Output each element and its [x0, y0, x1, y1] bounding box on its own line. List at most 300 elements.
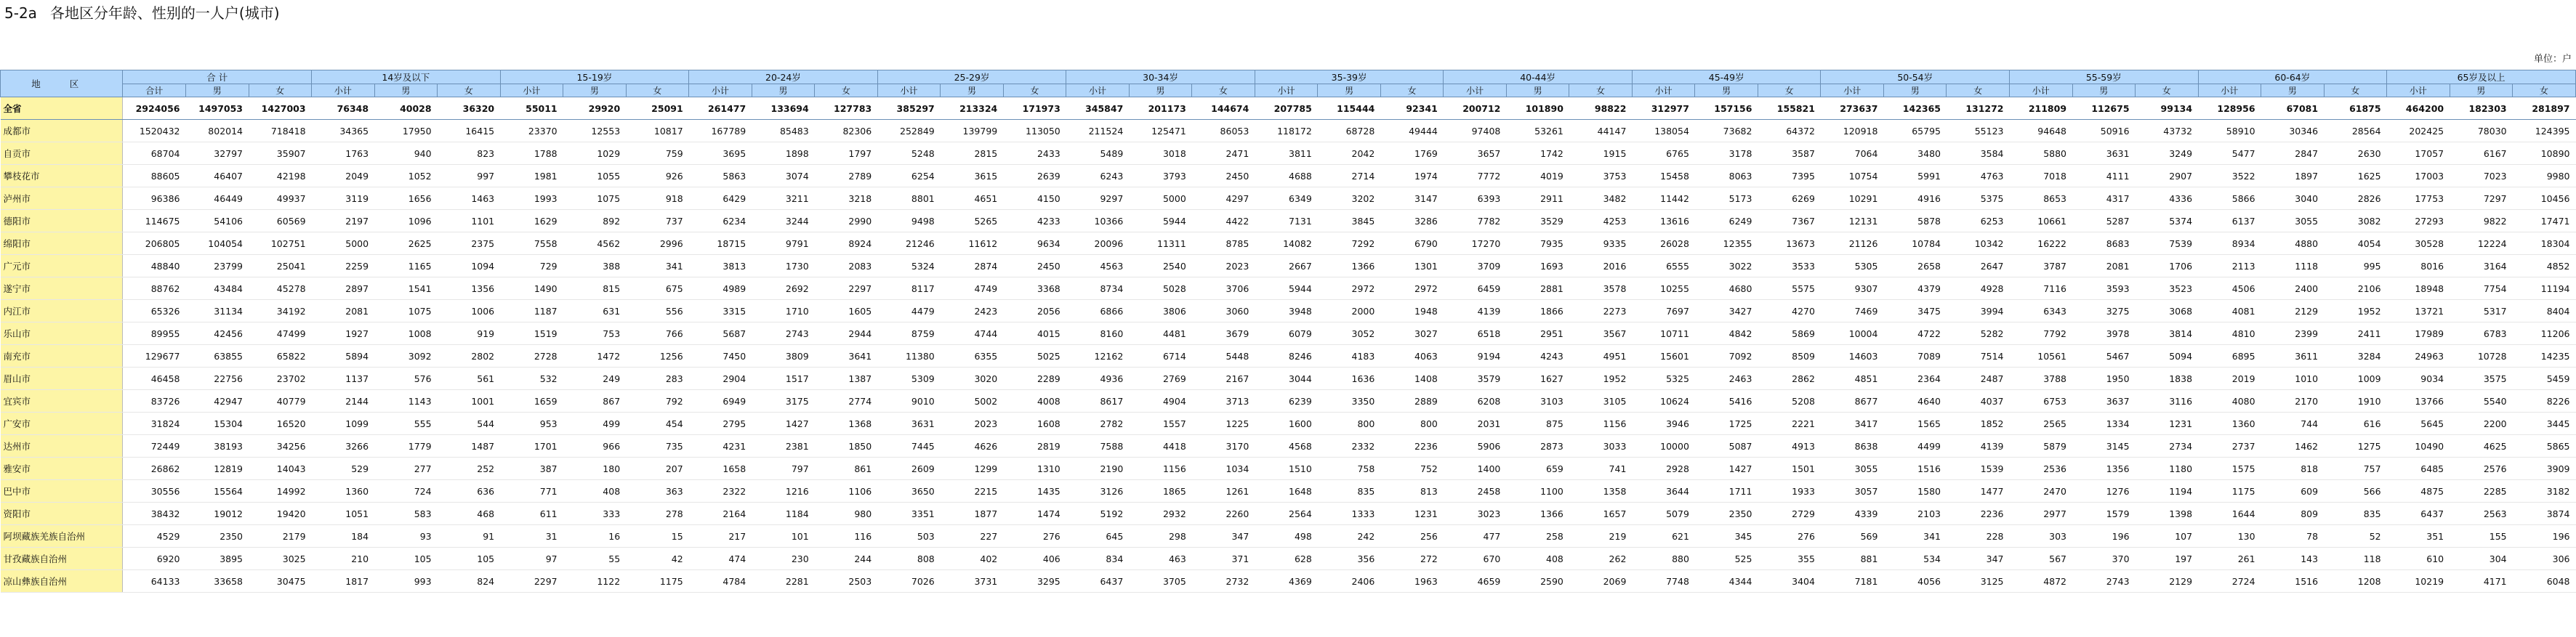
value-cell: 30528	[2387, 232, 2450, 255]
value-cell: 1693	[1506, 255, 1569, 277]
value-cell: 8226	[2513, 390, 2576, 413]
value-cell: 1516	[2261, 570, 2325, 593]
value-cell: 6949	[689, 390, 752, 413]
value-cell: 17950	[374, 120, 438, 142]
value-cell: 2470	[2010, 480, 2073, 503]
value-cell: 2423	[941, 300, 1004, 322]
value-cell: 272	[1380, 548, 1444, 570]
value-cell: 2350	[186, 525, 249, 548]
value-cell: 34365	[312, 120, 375, 142]
value-cell: 4851	[1821, 368, 1884, 390]
value-cell: 16	[563, 525, 627, 548]
value-cell: 7514	[1947, 345, 2010, 368]
value-cell: 4422	[1192, 210, 1255, 232]
value-cell: 3164	[2450, 255, 2513, 277]
value-cell: 4479	[877, 300, 941, 322]
value-cell: 230	[752, 548, 815, 570]
value-cell: 3657	[1444, 142, 1507, 165]
value-cell: 724	[374, 480, 438, 503]
value-cell: 120918	[1821, 120, 1884, 142]
value-cell: 758	[1318, 458, 1381, 480]
value-cell: 4680	[1695, 277, 1758, 300]
value-cell: 252849	[877, 120, 941, 142]
value-cell: 1501	[1758, 458, 1821, 480]
value-cell: 5374	[2136, 210, 2199, 232]
value-cell: 4339	[1821, 503, 1884, 525]
value-cell: 1541	[374, 277, 438, 300]
value-cell: 800	[1318, 413, 1381, 435]
value-cell: 9034	[2387, 368, 2450, 390]
value-cell: 210	[312, 548, 375, 570]
value-cell: 3244	[752, 210, 815, 232]
value-cell: 112675	[2072, 97, 2136, 120]
value-cell: 6783	[2450, 322, 2513, 345]
value-cell: 1725	[1695, 413, 1758, 435]
value-cell: 631	[563, 300, 627, 322]
value-cell: 351	[2387, 525, 2450, 548]
value-cell: 2565	[2010, 413, 2073, 435]
region-name-cell: 广安市	[1, 413, 123, 435]
value-cell: 1301	[1380, 255, 1444, 277]
value-cell: 26862	[123, 458, 186, 480]
value-cell: 2564	[1255, 503, 1318, 525]
value-cell: 22756	[186, 368, 249, 390]
sub-column-header: 小计	[2198, 84, 2261, 97]
value-cell: 88605	[123, 165, 186, 187]
value-cell: 2932	[1129, 503, 1192, 525]
sub-column-header: 小计	[312, 84, 375, 97]
table-row	[1, 480, 2576, 503]
value-cell: 2083	[815, 255, 878, 277]
value-cell: 64372	[1758, 120, 1821, 142]
value-cell: 1427	[1695, 458, 1758, 480]
value-cell: 9297	[1066, 187, 1130, 210]
value-cell: 2471	[1192, 142, 1255, 165]
value-cell: 2069	[1569, 570, 1633, 593]
value-cell: 2503	[815, 570, 878, 593]
value-cell: 1948	[1380, 300, 1444, 322]
region-name-cell: 德阳市	[1, 210, 123, 232]
sub-column-header: 男	[752, 84, 815, 97]
value-cell: 7092	[1695, 345, 1758, 368]
sub-column-header: 小计	[689, 84, 752, 97]
value-cell: 498	[1255, 525, 1318, 548]
value-cell: 1008	[374, 322, 438, 345]
value-cell: 258	[1506, 525, 1569, 548]
value-cell: 2019	[2198, 368, 2261, 390]
value-cell: 345847	[1066, 97, 1130, 120]
sub-column-header: 女	[2513, 84, 2576, 97]
value-cell: 10004	[1821, 322, 1884, 345]
value-cell: 11206	[2513, 322, 2576, 345]
value-cell: 2724	[2198, 570, 2261, 593]
value-cell: 576	[374, 368, 438, 390]
value-cell: 26028	[1632, 232, 1695, 255]
value-cell: 1435	[1003, 480, 1066, 503]
value-cell: 89955	[123, 322, 186, 345]
value-cell: 1579	[2072, 503, 2136, 525]
value-cell: 2728	[500, 345, 563, 368]
value-cell: 8759	[877, 322, 941, 345]
value-cell: 2873	[1506, 435, 1569, 458]
value-cell: 4562	[563, 232, 627, 255]
value-cell: 2167	[1192, 368, 1255, 390]
value-cell: 1657	[1569, 503, 1633, 525]
value-cell: 6714	[1129, 345, 1192, 368]
value-cell: 8677	[1821, 390, 1884, 413]
value-cell: 4563	[1066, 255, 1130, 277]
value-cell: 40779	[249, 390, 312, 413]
age-group-header: 合 计	[123, 70, 312, 84]
value-cell: 6437	[2387, 503, 2450, 525]
value-cell: 2106	[2324, 277, 2387, 300]
value-cell: 2406	[1318, 570, 1381, 593]
value-cell: 347	[1192, 525, 1255, 548]
value-cell: 3713	[1192, 390, 1255, 413]
sub-column-header: 合计	[123, 84, 186, 97]
value-cell: 1608	[1003, 413, 1066, 435]
value-cell: 5305	[1821, 255, 1884, 277]
table-title: 各地区分年龄、性别的一人户(城市)	[49, 4, 280, 22]
value-cell: 180	[563, 458, 627, 480]
value-cell: 1225	[1192, 413, 1255, 435]
value-cell: 3040	[2261, 187, 2325, 210]
value-cell: 68704	[123, 142, 186, 165]
value-cell: 4270	[1758, 300, 1821, 322]
value-cell: 6343	[2010, 300, 2073, 322]
value-cell: 6079	[1255, 322, 1318, 345]
value-cell: 35907	[249, 142, 312, 165]
value-cell: 2904	[689, 368, 752, 390]
value-cell: 13616	[1632, 210, 1695, 232]
value-cell: 1950	[2072, 368, 2136, 390]
value-cell: 3445	[2513, 413, 2576, 435]
value-cell: 2590	[1506, 570, 1569, 593]
value-cell: 6243	[1066, 165, 1130, 187]
value-cell: 4054	[2324, 232, 2387, 255]
sub-column-header: 女	[1192, 84, 1255, 97]
value-cell: 91	[438, 525, 501, 548]
page-title	[4, 4, 280, 22]
value-cell: 1231	[1380, 503, 1444, 525]
value-cell: 42456	[186, 322, 249, 345]
value-cell: 2609	[877, 458, 941, 480]
value-cell: 7116	[2010, 277, 2073, 300]
value-cell: 555	[374, 413, 438, 435]
value-cell: 1216	[752, 480, 815, 503]
value-cell: 8924	[815, 232, 878, 255]
value-cell: 1356	[2072, 458, 2136, 480]
value-cell: 4063	[1380, 345, 1444, 368]
value-cell: 566	[2324, 480, 2387, 503]
value-cell: 4625	[2450, 435, 2513, 458]
age-group-header: 65岁及以上	[2387, 70, 2576, 84]
value-cell: 5173	[1695, 187, 1758, 210]
value-cell: 3175	[752, 390, 815, 413]
value-cell: 5028	[1129, 277, 1192, 300]
value-cell: 3480	[1883, 142, 1947, 165]
value-cell: 2297	[500, 570, 563, 593]
value-cell: 3218	[815, 187, 878, 210]
value-cell: 2450	[1003, 255, 1066, 277]
value-cell: 5265	[941, 210, 1004, 232]
value-cell: 4640	[1883, 390, 1947, 413]
value-cell: 1981	[500, 165, 563, 187]
value-cell: 2170	[2261, 390, 2325, 413]
value-cell: 2734	[2136, 435, 2199, 458]
value-cell: 17471	[2513, 210, 2576, 232]
value-cell: 4418	[1129, 435, 1192, 458]
value-cell: 99134	[2136, 97, 2199, 120]
value-cell: 5375	[1947, 187, 2010, 210]
sub-column-header: 女	[1947, 84, 2010, 97]
table-row	[1, 322, 2576, 345]
value-cell: 621	[1632, 525, 1695, 548]
value-cell: 4744	[941, 322, 1004, 345]
sub-column-header: 女	[1380, 84, 1444, 97]
value-cell: 2450	[1192, 165, 1255, 187]
value-cell: 3202	[1318, 187, 1381, 210]
value-cell: 800	[1380, 413, 1444, 435]
value-cell: 1763	[312, 142, 375, 165]
value-cell: 46407	[186, 165, 249, 187]
value-cell: 1006	[438, 300, 501, 322]
value-cell: 6167	[2450, 142, 2513, 165]
value-cell: 3814	[2136, 322, 2199, 345]
value-cell: 2889	[1380, 390, 1444, 413]
value-cell: 73682	[1695, 120, 1758, 142]
value-cell: 609	[2261, 480, 2325, 503]
value-cell: 8638	[1821, 435, 1884, 458]
table-row	[1, 255, 2576, 277]
value-cell: 6866	[1066, 300, 1130, 322]
value-cell: 6518	[1444, 322, 1507, 345]
value-cell: 4231	[689, 435, 752, 458]
value-cell: 83726	[123, 390, 186, 413]
value-cell: 753	[563, 322, 627, 345]
value-cell: 7023	[2450, 165, 2513, 187]
value-cell: 15	[626, 525, 689, 548]
value-cell: 276	[1758, 525, 1821, 548]
value-cell: 8653	[2010, 187, 2073, 210]
value-cell: 4529	[123, 525, 186, 548]
value-cell: 4936	[1066, 368, 1130, 390]
table-row	[1, 277, 2576, 300]
value-cell: 52	[2324, 525, 2387, 548]
value-cell: 3631	[2072, 142, 2136, 165]
value-cell: 2236	[1380, 435, 1444, 458]
value-cell: 718418	[249, 120, 312, 142]
value-cell: 5317	[2450, 300, 2513, 322]
value-cell: 4568	[1255, 435, 1318, 458]
value-cell: 3023	[1444, 503, 1507, 525]
value-cell: 2907	[2136, 165, 2199, 187]
sub-column-header: 男	[941, 84, 1004, 97]
value-cell: 7558	[500, 232, 563, 255]
value-cell: 4688	[1255, 165, 1318, 187]
value-cell: 8617	[1066, 390, 1130, 413]
value-cell: 1118	[2261, 255, 2325, 277]
value-cell: 1156	[1129, 458, 1192, 480]
value-cell: 92341	[1380, 97, 1444, 120]
value-cell: 4659	[1444, 570, 1507, 593]
value-cell: 1644	[2198, 503, 2261, 525]
value-cell: 197	[2136, 548, 2199, 570]
value-cell: 242	[1318, 525, 1381, 548]
value-cell: 217	[689, 525, 752, 548]
value-cell: 276	[1003, 525, 1066, 548]
value-cell: 4171	[2450, 570, 2513, 593]
value-cell: 34192	[249, 300, 312, 322]
value-cell: 2458	[1444, 480, 1507, 503]
value-cell: 3103	[1506, 390, 1569, 413]
value-cell: 14082	[1255, 232, 1318, 255]
value-cell: 7469	[1821, 300, 1884, 322]
value-cell: 5025	[1003, 345, 1066, 368]
sub-column-header: 男	[2450, 84, 2513, 97]
value-cell: 61875	[2324, 97, 2387, 120]
sub-column-header: 男	[186, 84, 249, 97]
value-cell: 2928	[1632, 458, 1695, 480]
value-cell: 93	[374, 525, 438, 548]
value-cell: 256	[1380, 525, 1444, 548]
value-cell: 525	[1695, 548, 1758, 570]
value-cell: 8117	[877, 277, 941, 300]
value-cell: 1310	[1003, 458, 1066, 480]
value-cell: 3806	[1129, 300, 1192, 322]
value-cell: 1010	[2261, 368, 2325, 390]
value-cell: 3731	[941, 570, 1004, 593]
value-cell: 13673	[1758, 232, 1821, 255]
value-cell: 7181	[1821, 570, 1884, 593]
value-cell: 966	[563, 435, 627, 458]
value-cell: 2862	[1758, 368, 1821, 390]
value-cell: 12553	[563, 120, 627, 142]
value-cell: 1175	[2198, 480, 2261, 503]
value-cell: 675	[626, 277, 689, 300]
value-cell: 1797	[815, 142, 878, 165]
value-cell: 54106	[186, 210, 249, 232]
value-cell: 78	[2261, 525, 2325, 548]
sub-column-header: 男	[2261, 84, 2325, 97]
value-cell: 6753	[2010, 390, 2073, 413]
value-cell: 1933	[1758, 480, 1821, 503]
sub-column-header: 男	[1318, 84, 1381, 97]
value-cell: 3615	[941, 165, 1004, 187]
value-cell: 124395	[2513, 120, 2576, 142]
value-cell: 2977	[2010, 503, 2073, 525]
value-cell: 4872	[2010, 570, 2073, 593]
value-cell: 46449	[186, 187, 249, 210]
value-cell: 4810	[2198, 322, 2261, 345]
sub-column-header: 女	[438, 84, 501, 97]
value-cell: 157156	[1695, 97, 1758, 120]
value-cell: 7697	[1632, 300, 1695, 322]
value-cell: 72449	[123, 435, 186, 458]
value-cell: 7792	[2010, 322, 2073, 345]
value-cell: 3611	[2261, 345, 2325, 368]
table-row	[1, 165, 2576, 187]
value-cell: 14043	[249, 458, 312, 480]
value-cell: 4506	[2198, 277, 2261, 300]
value-cell: 196	[2072, 525, 2136, 548]
table-row	[1, 458, 2576, 480]
value-cell: 4913	[1758, 435, 1821, 458]
value-cell: 6355	[941, 345, 1004, 368]
region-name-cell: 成都市	[1, 120, 123, 142]
table-row	[1, 120, 2576, 142]
value-cell: 6765	[1632, 142, 1695, 165]
value-cell: 10661	[2010, 210, 2073, 232]
value-cell: 3695	[689, 142, 752, 165]
value-cell: 9498	[877, 210, 941, 232]
value-cell: 5324	[877, 255, 941, 277]
value-cell: 2782	[1066, 413, 1130, 435]
value-cell: 10342	[1947, 232, 2010, 255]
value-cell: 5944	[1129, 210, 1192, 232]
value-cell: 1627	[1506, 368, 1569, 390]
data-table	[0, 70, 2576, 593]
value-cell: 1462	[2261, 435, 2325, 458]
value-cell: 2563	[2450, 503, 2513, 525]
value-cell: 10754	[1821, 165, 1884, 187]
table-header	[1, 70, 2576, 97]
value-cell: 1539	[1947, 458, 2010, 480]
value-cell: 20096	[1066, 232, 1130, 255]
value-cell: 31	[500, 525, 563, 548]
value-cell: 2815	[941, 142, 1004, 165]
value-cell: 105	[438, 548, 501, 570]
region-name-cell: 凉山彝族自治州	[1, 570, 123, 593]
value-cell: 1580	[1883, 480, 1947, 503]
value-cell: 4880	[2261, 232, 2325, 255]
value-cell: 144674	[1192, 97, 1255, 120]
value-cell: 10366	[1066, 210, 1130, 232]
value-cell: 48840	[123, 255, 186, 277]
value-cell: 9634	[1003, 232, 1066, 255]
value-cell: 249	[563, 368, 627, 390]
value-cell: 1184	[752, 503, 815, 525]
value-cell: 6349	[1255, 187, 1318, 210]
value-cell: 219	[1569, 525, 1633, 548]
value-cell: 5000	[312, 232, 375, 255]
value-cell: 4015	[1003, 322, 1066, 345]
value-cell: 477	[1444, 525, 1507, 548]
value-cell: 213324	[941, 97, 1004, 120]
value-cell: 261477	[689, 97, 752, 120]
value-cell: 1366	[1506, 503, 1569, 525]
value-cell: 1487	[438, 435, 501, 458]
value-cell: 6254	[877, 165, 941, 187]
table-row	[1, 525, 2576, 548]
value-cell: 6895	[2198, 345, 2261, 368]
sub-column-header: 女	[2136, 84, 2199, 97]
value-cell: 2281	[752, 570, 815, 593]
value-cell: 2795	[689, 413, 752, 435]
value-cell: 1510	[1255, 458, 1318, 480]
value-cell: 1096	[374, 210, 438, 232]
value-cell: 463	[1129, 548, 1192, 570]
value-cell: 4081	[2198, 300, 2261, 322]
value-cell: 12819	[186, 458, 249, 480]
value-cell: 347	[1947, 548, 2010, 570]
value-cell: 1636	[1318, 368, 1381, 390]
value-cell: 2350	[1695, 503, 1758, 525]
value-cell: 65822	[249, 345, 312, 368]
value-cell: 76348	[312, 97, 375, 120]
value-cell: 207	[626, 458, 689, 480]
value-cell: 1817	[312, 570, 375, 593]
